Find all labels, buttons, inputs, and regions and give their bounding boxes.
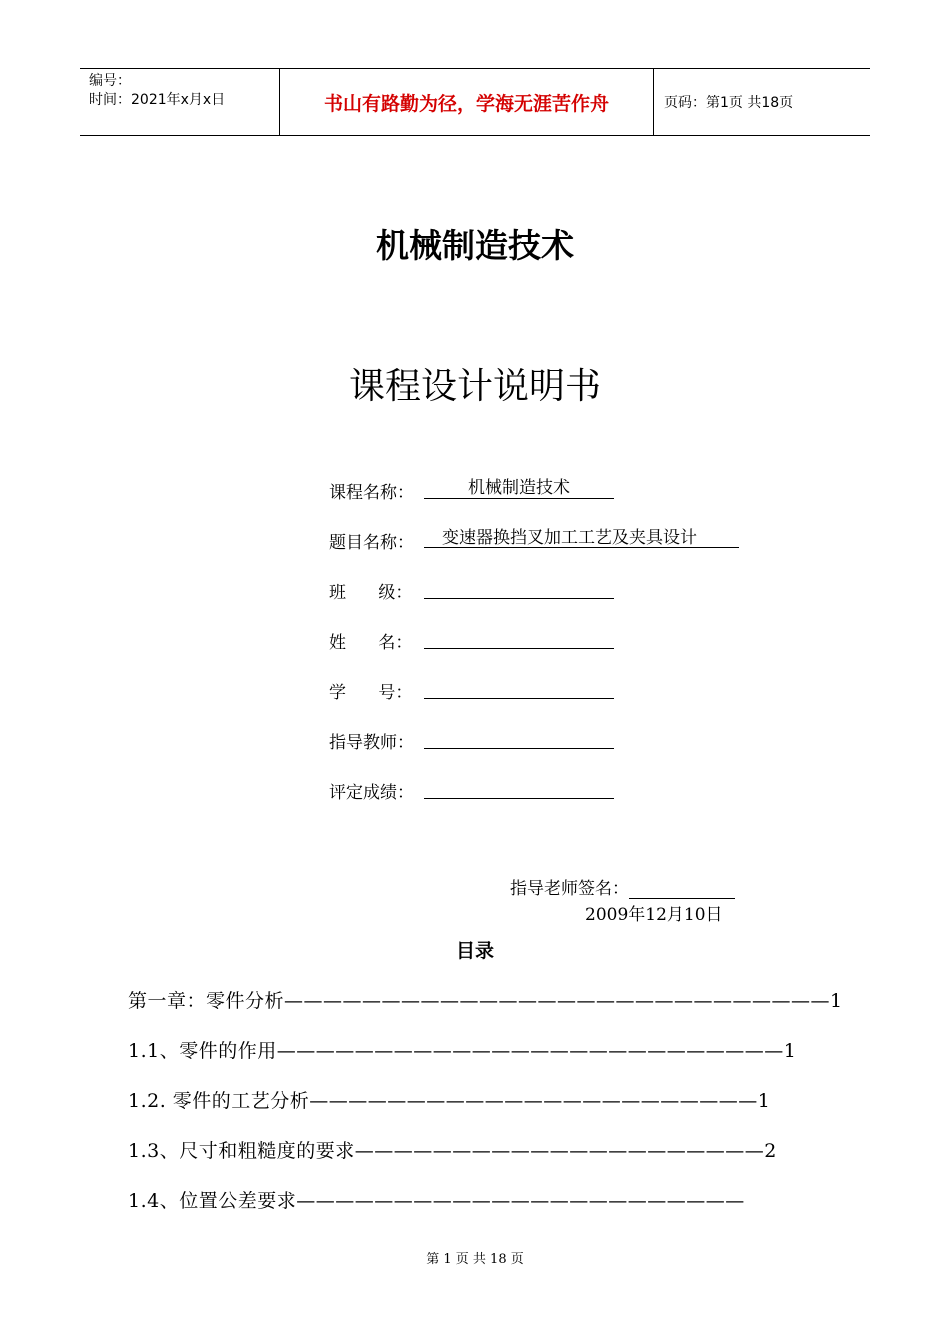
- header-table: [80, 68, 870, 136]
- signature-date: 2009年12月10日: [585, 905, 723, 925]
- header-motto: 书山有路勤为径，学海无涯苦作舟: [280, 69, 654, 135]
- course-label: 课程名称：: [329, 483, 414, 503]
- form-row-name: [329, 628, 739, 678]
- id-label: 学 号：: [329, 683, 413, 703]
- header-meta: [80, 69, 280, 135]
- toc-item[interactable]: 1.1、零件的作用——————————————————————————1: [128, 1040, 797, 1062]
- time-label: 时间：2021年x月x日: [89, 92, 226, 108]
- course-value: 机械制造技术: [424, 478, 614, 499]
- header-page-info: 页码：第1页 共18页: [664, 95, 794, 111]
- topic-value: 变速器换挡叉加工工艺及夹具设计: [424, 528, 739, 548]
- name-field[interactable]: [424, 628, 614, 649]
- toc-item[interactable]: 1.3、尺寸和粗糙度的要求—————————————————————2: [128, 1140, 777, 1162]
- info-form: [329, 478, 739, 828]
- main-title: 机械制造技术: [376, 226, 574, 265]
- form-row-teacher: [329, 728, 739, 778]
- grade-label: 评定成绩：: [329, 783, 414, 803]
- signature-field[interactable]: [629, 880, 735, 899]
- form-row-grade: [329, 778, 739, 828]
- signature-label: 指导老师签名：: [510, 879, 629, 899]
- signature-line: [510, 874, 735, 899]
- grade-field[interactable]: [424, 778, 614, 799]
- teacher-label: 指导教师：: [329, 733, 414, 753]
- page-footer: 第 1 页 共 18 页: [426, 1252, 524, 1267]
- name-label: 姓 名：: [329, 633, 413, 653]
- number-label: 编号：: [89, 73, 131, 89]
- form-row-class: [329, 578, 739, 628]
- id-field[interactable]: [424, 678, 614, 699]
- toc-item[interactable]: 1.4、位置公差要求———————————————————————: [128, 1190, 745, 1212]
- form-row-topic: [329, 528, 739, 578]
- table-of-contents: [128, 986, 843, 1236]
- toc-item[interactable]: 第一章：零件分析————————————————————————————1: [128, 990, 843, 1012]
- sub-title: 课程设计说明书: [348, 366, 601, 407]
- form-row-id: [329, 678, 739, 728]
- teacher-field[interactable]: [424, 728, 614, 749]
- topic-label: 题目名称：: [329, 533, 414, 553]
- class-field[interactable]: [424, 578, 614, 599]
- toc-title: 目录: [455, 940, 494, 962]
- form-row-course: [329, 478, 739, 528]
- toc-item[interactable]: 1.2. 零件的工艺分析———————————————————————1: [128, 1090, 771, 1112]
- class-label: 班 级：: [329, 583, 413, 603]
